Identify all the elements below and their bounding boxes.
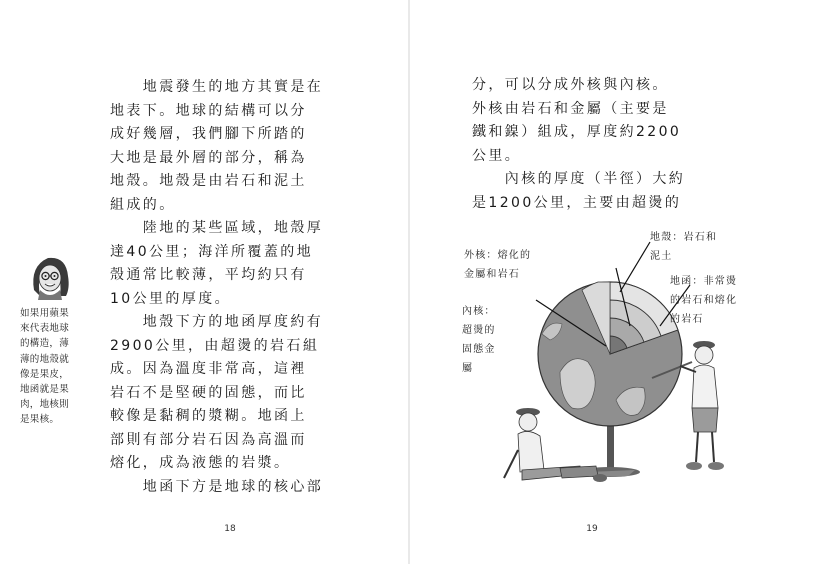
- left-page: [0, 0, 408, 564]
- text-line: 成。因為溫度非常高，這裡: [110, 361, 307, 377]
- text-line: 是1200公里，主要由超燙的: [472, 194, 682, 211]
- text-line: 公里。: [472, 147, 522, 164]
- text-line: 陸地的某些區域，地殼厚: [110, 220, 324, 236]
- side-note-line: 薄的地殼就: [20, 353, 70, 365]
- label-line: 超燙的: [462, 325, 496, 336]
- side-note-line: 是果核。: [20, 414, 60, 426]
- label-line: 內核：: [462, 306, 496, 317]
- text-line: 殼通常比較薄，平均約只有: [110, 267, 307, 283]
- text-line: 分，可以分成外核與內核。: [472, 77, 669, 93]
- text-line: 地殼下方的地函厚度約有: [110, 314, 324, 330]
- side-note: [20, 306, 102, 428]
- earth-globe: [538, 282, 682, 426]
- left-body-text: [110, 76, 323, 499]
- inner-core-label: [462, 302, 496, 378]
- label-line: 金屬和岩石: [464, 269, 520, 280]
- text-line: 鐵和鎳）組成，厚度約2200: [472, 124, 682, 140]
- text-line: 岩石不是堅硬的固態，而比: [110, 384, 307, 401]
- label-line: 的岩石: [670, 314, 704, 325]
- label-line: 屬: [462, 363, 474, 374]
- side-note-line: 的構造，薄: [20, 338, 70, 350]
- label-line: 泥土: [650, 251, 673, 262]
- label-line: 外核：熔化的: [464, 250, 532, 261]
- text-line: 內核的厚度（半徑）大約: [472, 171, 686, 187]
- text-line: 地表下。地球的結構可以分: [110, 102, 307, 119]
- text-line: 地殼。地殼是由岩石和泥土: [110, 173, 307, 189]
- text-line: 10公里的厚度。: [110, 290, 232, 307]
- label-line: 固態金: [462, 344, 496, 355]
- side-note-line: 像是果皮，: [20, 368, 70, 380]
- text-line: 部則有部分岩石因為高溫而: [110, 431, 307, 448]
- label-line: 的岩石和熔化: [670, 295, 738, 306]
- text-line: 熔化，成為液態的岩漿。: [110, 455, 291, 471]
- label-line: 地殼：岩石和: [650, 232, 718, 243]
- side-note-line: 肉，地核則: [20, 399, 70, 411]
- crust-label: [650, 228, 717, 266]
- text-line: 組成的。: [110, 196, 176, 213]
- text-line: 外核由岩石和金屬（主要是: [472, 100, 669, 117]
- text-line: 較像是黏稠的漿糊。地函上: [110, 408, 307, 424]
- label-line: 地函：非常燙: [670, 276, 738, 287]
- text-line: 地函下方是地球的核心部: [110, 478, 324, 495]
- girl-with-glasses-avatar-icon: [26, 250, 74, 300]
- text-line: 2900公里，由超燙的岩石組: [110, 337, 320, 354]
- right-page: [410, 0, 818, 564]
- page-number-right: 19: [586, 524, 598, 534]
- text-line: 大地是最外層的部分，稱為: [110, 149, 307, 166]
- side-note-line: 地函就是果: [20, 384, 70, 396]
- side-note-line: 來代表地球: [20, 323, 70, 335]
- mantle-label: [670, 272, 737, 329]
- page-number-left: 18: [224, 524, 236, 534]
- text-line: 成好幾層，我們腳下所踏的: [110, 126, 307, 142]
- text-line: 地震發生的地方其實是在: [110, 79, 324, 95]
- text-line: 達40公里；海洋所覆蓋的地: [110, 243, 314, 260]
- outer-core-label: [464, 246, 531, 284]
- side-note-line: 如果用蘋果: [20, 308, 70, 319]
